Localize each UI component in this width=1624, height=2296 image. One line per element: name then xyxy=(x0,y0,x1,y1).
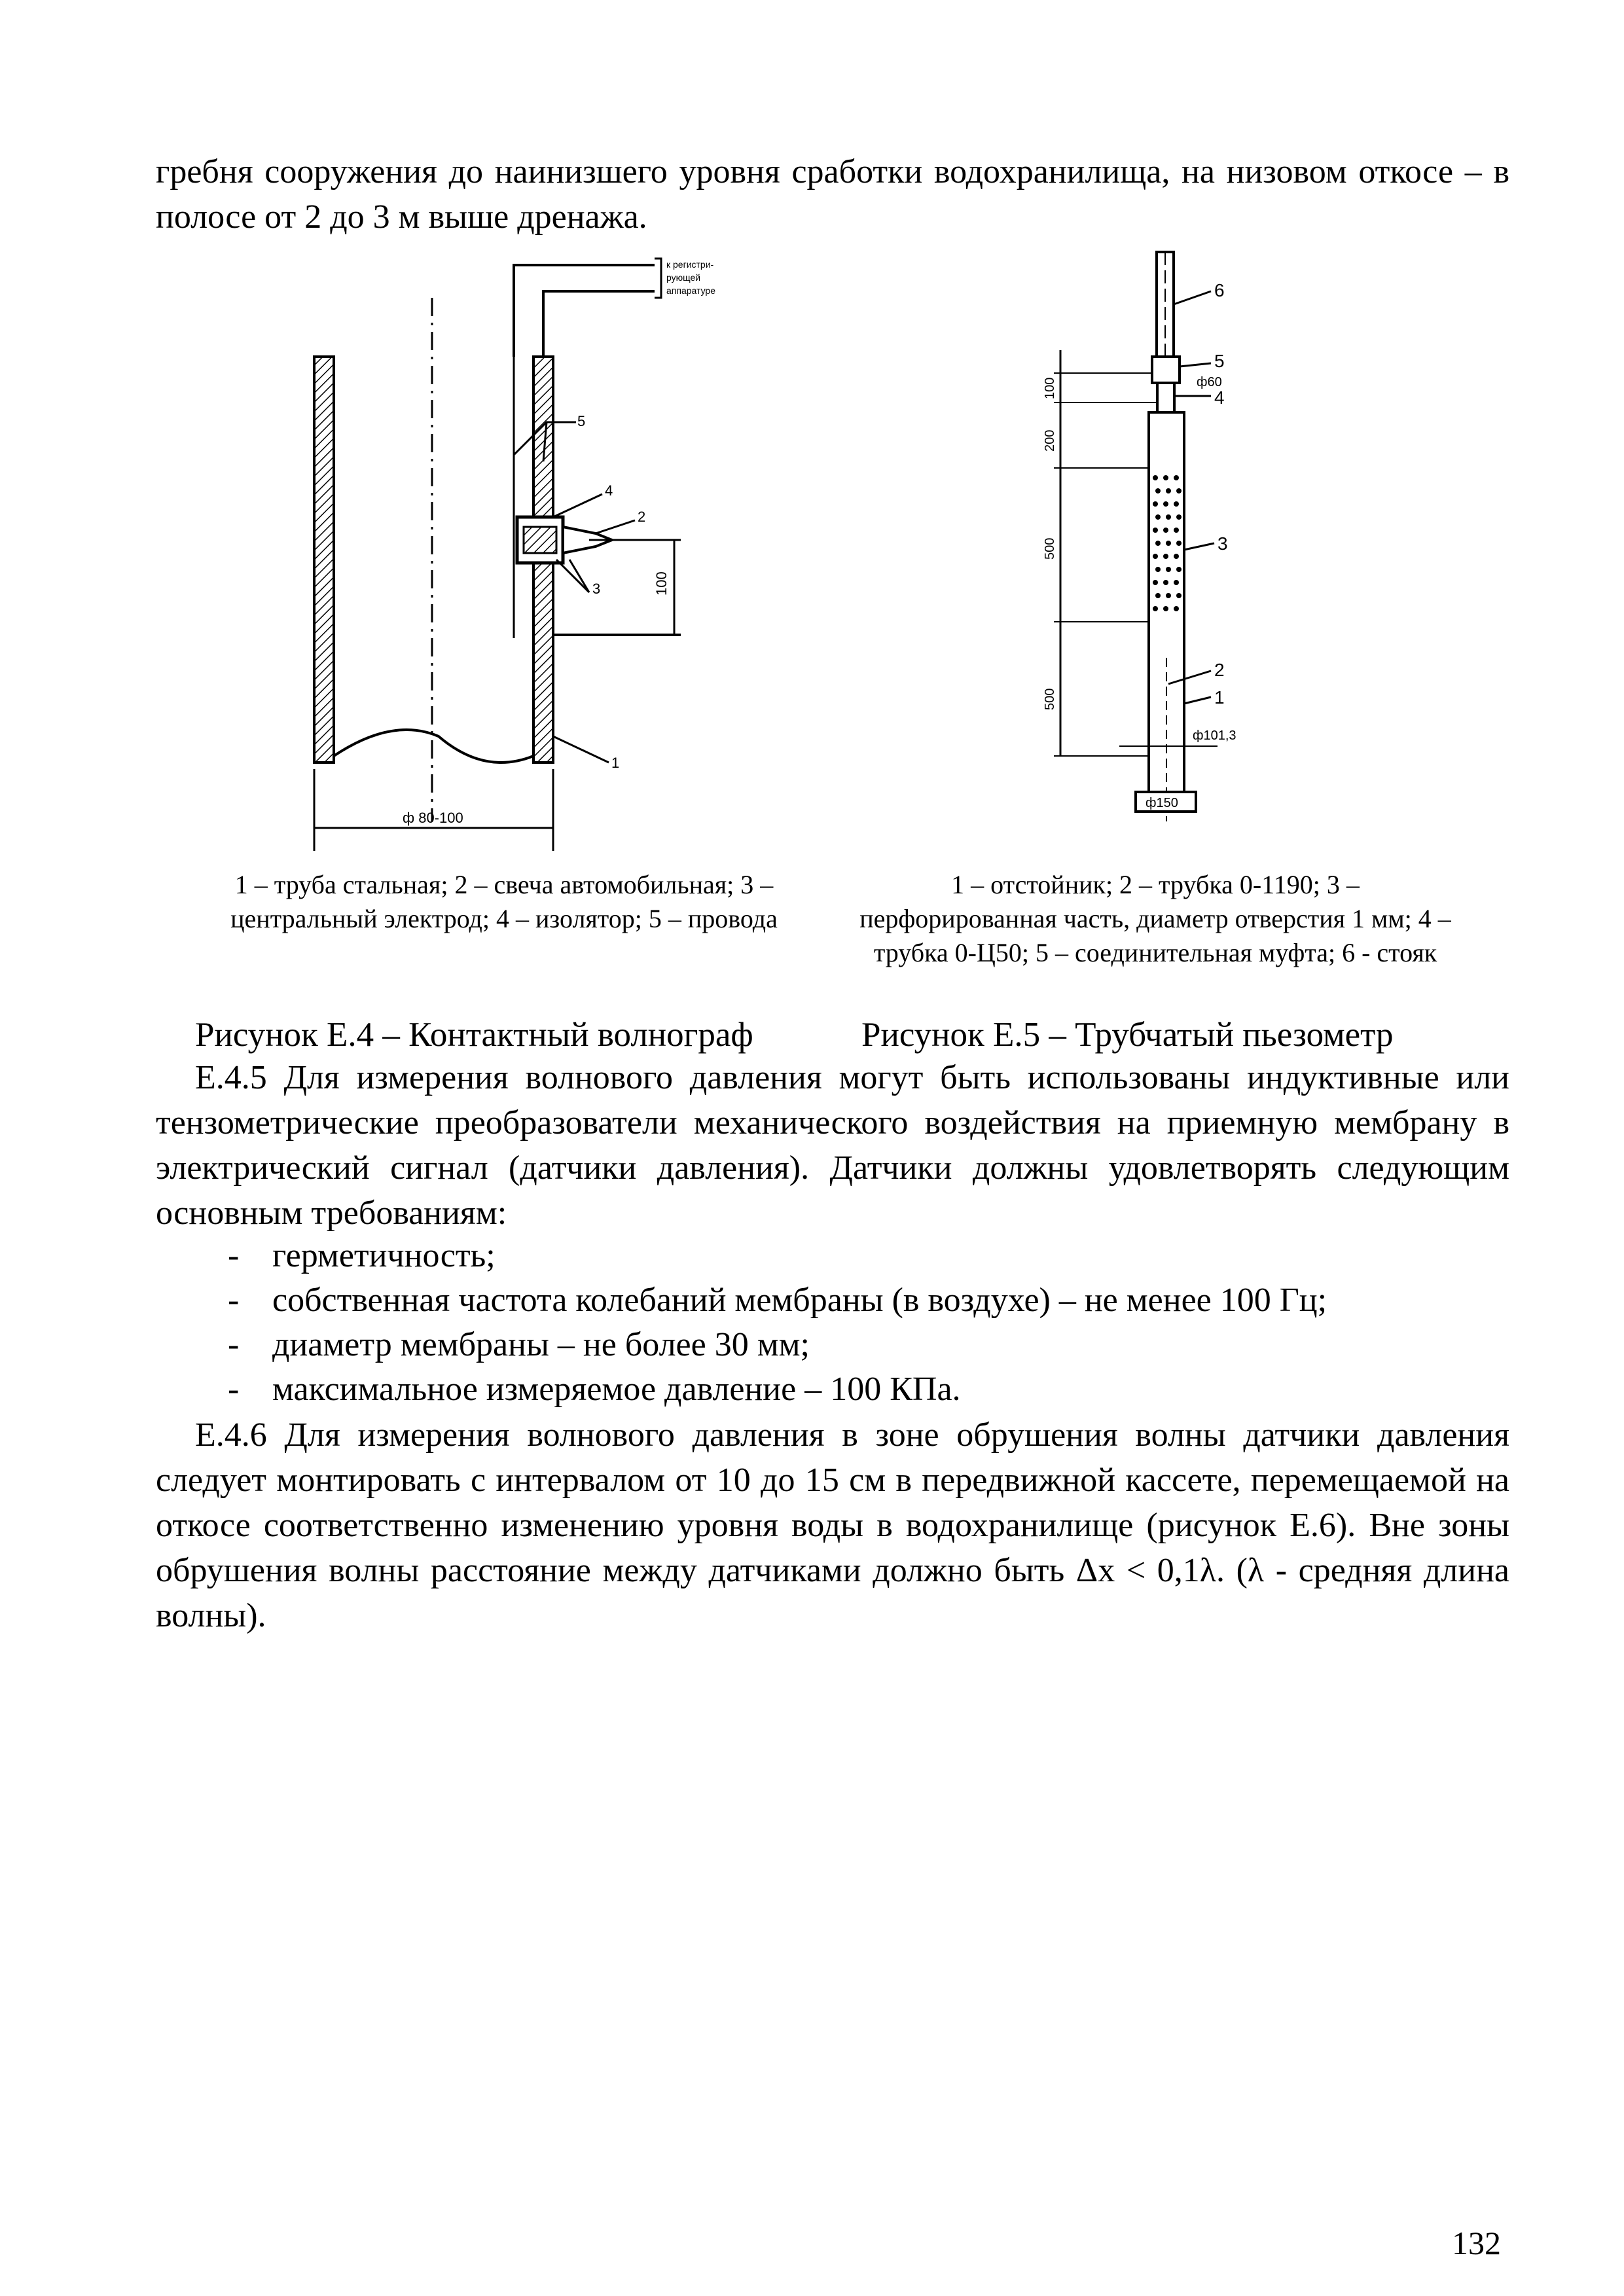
pipe-bottom-curve xyxy=(334,730,533,762)
svg-text:3: 3 xyxy=(1218,533,1228,554)
figure-e5-tubular-piezometer xyxy=(1021,252,1322,828)
svg-text:2: 2 xyxy=(1214,660,1225,680)
svg-text:2: 2 xyxy=(638,509,646,525)
svg-text:3: 3 xyxy=(592,581,601,597)
svg-text:аппаратуре: аппаратуре xyxy=(666,285,715,296)
tube-4 xyxy=(1157,383,1174,412)
svg-text:1: 1 xyxy=(611,755,620,771)
figure-e4-contact-wave-recorder xyxy=(288,252,715,854)
coupling xyxy=(1152,357,1180,383)
svg-text:ф 80-100: ф 80-100 xyxy=(403,810,463,826)
requirements-list xyxy=(228,1234,1327,1412)
svg-text:ф60: ф60 xyxy=(1197,375,1222,389)
svg-text:5: 5 xyxy=(1214,351,1225,371)
figure-e5-legend: 1 – отстойник; 2 – трубка 0-1190; 3 – перфорированная часть, диаметр отверстия 1 мм; 4 – трубка 0-Ц50; 5 – соединительная муфта; 6 - стояк xyxy=(859,870,1451,967)
svg-text:200: 200 xyxy=(1043,429,1057,452)
svg-text:6: 6 xyxy=(1214,280,1225,300)
svg-text:100: 100 xyxy=(1043,377,1057,399)
page-number: 132 xyxy=(1452,2225,1501,2261)
svg-text:100: 100 xyxy=(653,571,670,596)
figure-e4-caption: Рисунок Е.4 – Контактный волнограф xyxy=(195,1016,753,1054)
svg-text:4: 4 xyxy=(1214,387,1225,408)
list-item: - максимальное измеряемое давление – 100 КПа. xyxy=(228,1371,961,1408)
section-e46-paragraph: Е.4.6 Для измерения волнового давления в зоне обрушения волны датчики давления следует монтировать с интервалом от 10 до 15 см в передвижной кассете, перемещаемой на откосе соответственно изменению уровня воды в водохранилище (рисунок Е.6). Вне зоны обрушения волны расстояние между датчиками должно быть Δx < 0,1λ. (λ - средняя длина волны). xyxy=(156,1416,1509,1634)
pipe-left-wall xyxy=(314,357,334,762)
svg-text:500: 500 xyxy=(1043,688,1057,710)
list-item: - диаметр мембраны – не более 30 мм; xyxy=(228,1326,810,1363)
svg-text:5: 5 xyxy=(577,413,586,429)
svg-text:рующей: рующей xyxy=(666,272,701,283)
intro-paragraph: гребня сооружения до наинизшего уровня сработки водохранилища, на низовом откосе – в полосе от 2 до 3 м выше дренажа. xyxy=(156,153,1509,236)
insulator xyxy=(524,527,556,553)
wire-1 xyxy=(514,265,655,357)
svg-text:1: 1 xyxy=(1214,687,1225,708)
svg-text:к регистри-: к регистри- xyxy=(666,259,714,270)
figure-e5-caption: Рисунок Е.5 – Трубчатый пьезометр xyxy=(861,1016,1394,1054)
wire-2 xyxy=(543,291,655,357)
list-item: - собственная частота колебаний мембраны (в воздухе) – не менее 100 Гц; xyxy=(228,1282,1327,1319)
svg-text:ф150: ф150 xyxy=(1146,796,1178,810)
list-item: - герметичность; xyxy=(228,1237,496,1274)
svg-text:4: 4 xyxy=(605,482,613,499)
svg-text:500: 500 xyxy=(1043,537,1057,560)
figure-e4-legend: 1 – труба стальная; 2 – свеча автомобильная; 3 – центральный электрод; 4 – изолятор; 5 – провода xyxy=(230,870,778,933)
section-e45-paragraph: Е.4.5 Для измерения волнового давления могут быть использованы индуктивные или тензометрические преобразователи механического воздействия на приемную мембрану в электрический сигнал (датчики давления). Датчики должны удовлетворять следующим основным требованиям: xyxy=(156,1059,1509,1232)
standpipe xyxy=(1157,252,1174,357)
svg-text:ф101,3: ф101,3 xyxy=(1193,728,1236,743)
